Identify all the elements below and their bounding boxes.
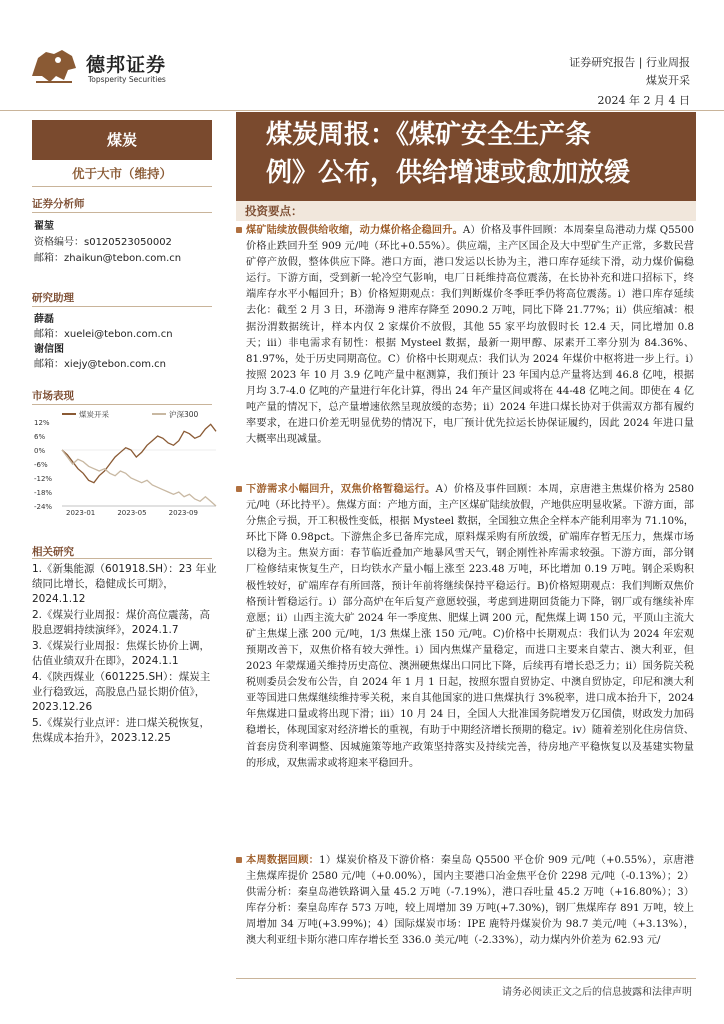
report-type: 证券研究报告 | 行业周报 <box>569 56 690 69</box>
y-tick-label: -18% <box>34 489 53 497</box>
bullet-icon <box>236 486 242 492</box>
related-item[interactable]: 3.《煤炭行业周报：焦煤长协价上调，估值业绩双升在即》，2024.1.1 <box>32 640 211 667</box>
analyst-name: 翟堃 <box>34 221 54 232</box>
bullet-icon <box>236 857 242 863</box>
key-points-label: 投资要点： <box>245 204 303 218</box>
y-tick-label: 0% <box>34 447 46 455</box>
title-line-1: 煤炭周报：《煤矿安全生产条 <box>266 120 592 150</box>
related-research-list <box>32 562 218 747</box>
divider <box>32 404 212 405</box>
related-item[interactable]: 5.《煤炭行业点评：进口煤关税恢复，焦煤成本抬升》，2023.12.25 <box>32 717 211 744</box>
y-tick-label: -12% <box>34 475 53 483</box>
y-tick-label: 6% <box>34 433 46 441</box>
company-logo-icon <box>28 46 80 86</box>
assistant-section-title: 研究助理 <box>32 292 74 304</box>
assistant-email[interactable]: 邮箱：xiejy@tebon.com.cn <box>34 359 166 370</box>
paragraph-text: A）价格及事件回顾：本周秦皇岛港动力煤 Q5500 价格止跌回升至 909 元/吨（环比+0.55%）。供应端，主产区国企及大中型矿生产正常，多数民营矿停产放假，整体供应下降。港口方面，港口发运以长协为主，港口库存延续下滑，动力煤价偏稳运行。下游方面，受到新一轮冷空气影响，电厂日耗维持高位震荡，在长协补充和进口招标下，终端库存水平小幅回升；B）价格短期观点：我们判断煤价冬季旺季仍将高位震荡。i）港口库存延续去化：截至 2 月 3 日，环渤海 9 港库存降至 2090.2 万吨，同比下降 21.77%；ii）供应缩减：根据汾渭数据统计，样本内仅 2 家煤价不放假，其他 55 家平均放假时长 12.4 天，同比增加 0.8 天；iii）非电需求有韧性：根据 Mysteel 数据，最新一期甲醇、尿素开工率分别为 84.36%、81.97%，处于历史同期高位。C）价格中长期观点：我们认为 2024 年煤价中枢将进一步上行。i）按照 2023 年 10 月 3.9 亿吨产量中枢测算，我们预计 23 年国内总产量将达到 46.8 亿吨，根据月均 3.7-4.0 亿吨的产量进行年化计算，得出 24 年产量区间或将在 44-48 亿吨之间。即使在 4 亿吨产量的情况下，总产量增速依然呈现放缓的态势；ii）2024 年进口煤长协对于供需双方都有履约率要求，在进口价差无明显优势的情况下，电厂预计优先拉运长协保证履约，因此 2024 年进口量大概率出现减量。 <box>246 225 695 446</box>
series-line <box>62 424 216 482</box>
analyst-section-title: 证券分析师 <box>32 198 85 210</box>
report-date: 2024 年 2 月 4 日 <box>597 94 690 107</box>
paragraph-highlight: 本周数据回顾： <box>246 855 320 866</box>
legend-label: 煤炭开采 <box>79 410 109 419</box>
logo-text-en: Topsperity Securities <box>88 75 166 84</box>
related-section-title: 相关研究 <box>32 546 74 558</box>
divider <box>32 212 212 213</box>
y-tick-label: 12% <box>34 419 50 427</box>
paragraph-text: A）价格及事件回顾：本周，京唐港主焦煤价格为 2580 元/吨（环比持平）。焦煤方面：产地方面，主产区煤矿陆续放假，产地供应明显收紧。下游方面，部分焦企亏损，开工积极性变低，根据 Mysteel 数据，全国独立焦企全样本产能利用率为 71.10%，环比下降 0.98pct。下游焦企多已备库完成，原料煤采购有所放缓，矿端库存暂无压力，焦煤市场以稳为主。焦炭方面：春节临近叠加产地暴风雪天气，钢企刚性补库需求较强。下游方面，部分钢厂检修结束恢复生产，日均铁水产量小幅上涨至 223.48 万吨，环比增加 0.19 万吨。钢企采购积极性较好，矿端库存有所回落，预计年前将继续保持平稳运行。B)价格短期观点：我们判断双焦价格预计暂稳运行。i）部分高炉在年后复产意愿较强，考虑到进期回货能力下降，钢厂或有继续补库意愿；ii）山西主流大矿 2024 年一季度焦、肥煤上调 200 元，配焦煤上调 150 元，平顶山主流大矿主焦煤上涨 200 元/吨，1/3 焦煤上涨 150 元/吨。C)价格中长期观点：我们认为 2024 年宏观预期改善下，双焦价格有较大弹性。i）国内焦煤产量稳定，而进口主要来自蒙古、澳大利亚，但 2023 年蒙煤通关维持历史高位、澳洲硬焦煤出口同比下降，后续再有增长恐乏力；ii）国务院关税税则委员会发布公告，自 2024 年 1 月 1 日起，按照东盟自贸协定、中澳自贸协定，印尼和澳大利亚等国进口焦煤继续维持零关税，来自其他国家的进口焦煤执行 3%税率，进口成本抬升下，2024 年焦煤进口量或将出现下滑；iii）10 月 24 日，全国人大批准国务院增发万亿国债，财政发力加码稳增长，体现国家对经济增长的重视，有助于中期经济增长预期的稳定。iv）随着差别化住房信贷、首套房贷利率调整、因城施策等地产政策坚持落实及持续完善，待房地产平稳恢复以及基建实物量的形成，双焦需求或将迎来平稳回升。 <box>246 484 694 769</box>
report-title <box>236 112 696 202</box>
logo-text-cn: 德邦证券 <box>86 54 167 76</box>
legend-label: 沪深300 <box>169 410 199 419</box>
assistant-name: 薛磊 <box>34 314 54 325</box>
related-item[interactable]: 4.《陕西煤业（601225.SH）：煤炭主业行稳致远，高股息凸显长期价值》，2023.12.26 <box>32 671 211 713</box>
paragraph-text: 1）煤炭价格及下游价格：秦皇岛 Q5500 平仓价 909 元/吨（+0.55%），京唐港主焦煤库提价 2580 元/吨（+0.00%），国内主要港口冶金焦平仓价 2298 元/吨（-0.13%）；2）供需分析：秦皇岛港铁路调入量 45.2 万吨（-7.19%），港口吞吐量 45.2 万吨（+16.80%）；3）库存分析：秦皇岛库存 573 万吨，较上周增加 39 万吨(+7.30%)，钢厂焦煤库存 891 万吨，较上周增加 34 万吨(+3.99%)；4）国际煤炭市场：IPE 鹿特丹煤炭价为 98.7 美元/吨（+3.13%），澳大利亚纽卡斯尔港口库存增长至 336.0 美元/吨（-2.33%），动力煤内外价差为 62.93 元/ <box>246 855 695 947</box>
rating-label: 优于大市（维持） <box>71 166 172 181</box>
divider <box>32 558 212 559</box>
paragraph-weekly-data <box>246 853 694 950</box>
paragraph-highlight: 煤矿陆续放假供给收缩，动力煤价格企稳回升。 <box>246 225 463 236</box>
bullet-icon <box>236 227 242 233</box>
analyst-email[interactable]: 邮箱：zhaikun@tebon.com.cn <box>34 253 182 264</box>
y-tick-label: -24% <box>34 503 53 511</box>
divider <box>32 186 212 187</box>
market-section-title: 市场表现 <box>32 390 74 402</box>
footer-disclaimer: 请务必阅读正文之后的信息披露和法律声明 <box>502 987 692 998</box>
industry-label: 煤炭开采 <box>646 74 690 87</box>
related-item[interactable]: 1.《新集能源（601918.SH）：23 年业绩同比增长，稳健成长可期》，2024.1.12 <box>32 563 217 605</box>
y-tick-label: -6% <box>34 461 48 469</box>
assistant-email[interactable]: 邮箱：xuelei@tebon.com.cn <box>34 329 173 340</box>
key-points-bar <box>236 201 696 221</box>
related-item[interactable]: 2.《煤炭行业周报：煤价高位震荡，高股息逻辑持续演绎》，2024.1.7 <box>32 609 211 636</box>
paragraph-thermal-coal <box>246 223 694 448</box>
title-line-2: 例》公布，供给增速或愈加放缓 <box>266 158 631 188</box>
header-divider <box>0 110 724 111</box>
x-tick-label: 2023-09 <box>168 509 198 517</box>
market-performance-chart <box>32 408 220 520</box>
analyst-cert: 资格编号：s0120523050002 <box>34 237 172 248</box>
footer-divider <box>236 978 696 979</box>
paragraph-highlight: 下游需求小幅回升，双焦价格暂稳运行。 <box>246 484 436 495</box>
x-tick-label: 2023-05 <box>117 509 147 517</box>
sector-badge: 煤炭 <box>32 120 212 160</box>
divider <box>32 306 212 307</box>
paragraph-coking-coal <box>246 482 694 772</box>
x-tick-label: 2023-01 <box>66 509 96 517</box>
series-line <box>62 450 216 506</box>
assistant-name: 谢信图 <box>34 344 64 355</box>
